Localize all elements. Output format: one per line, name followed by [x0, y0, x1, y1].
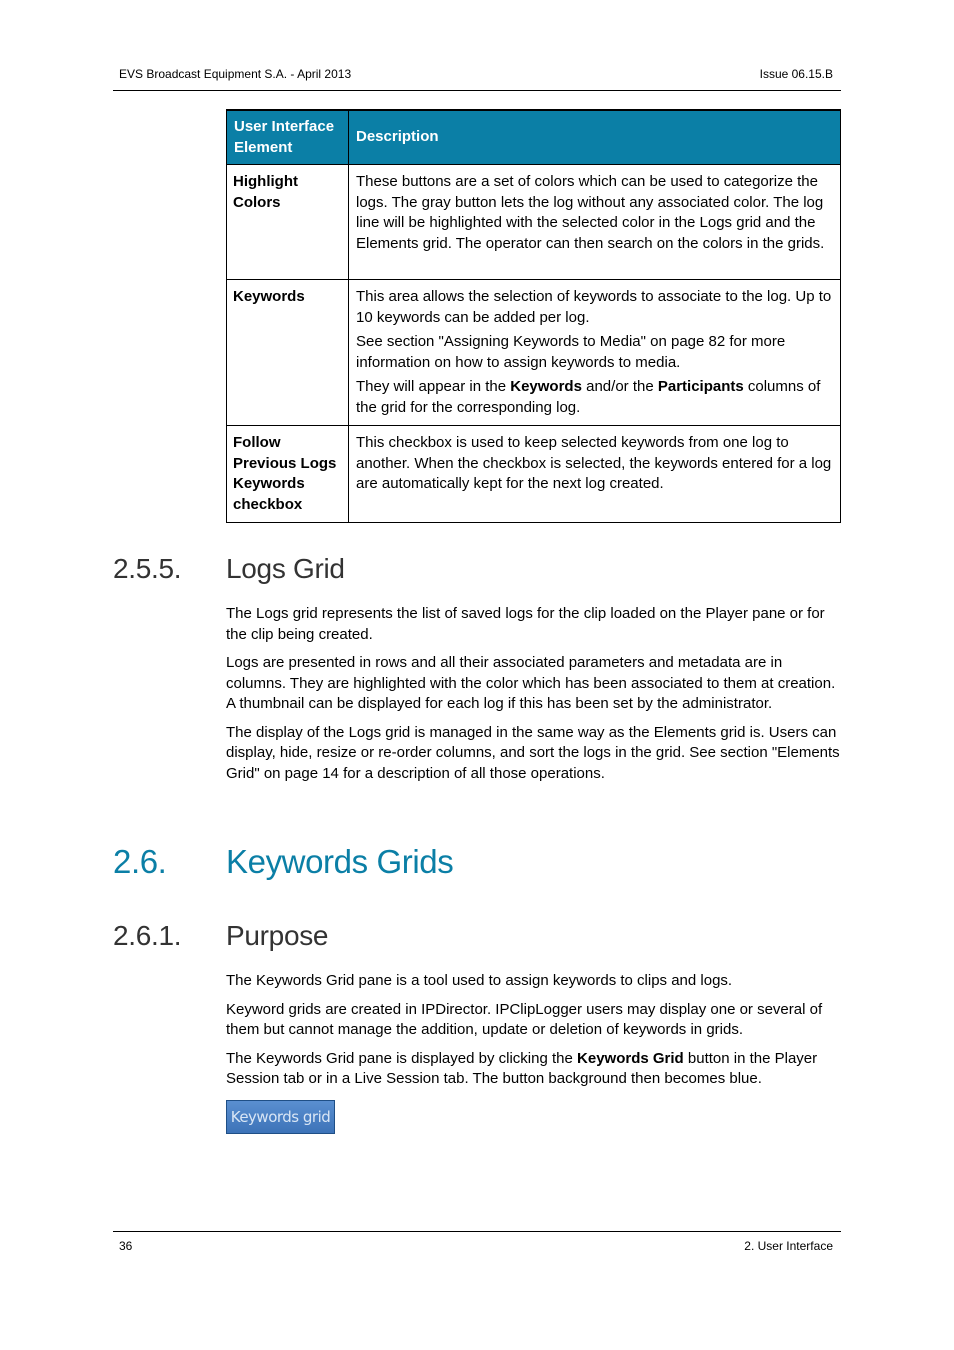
participants-term: Participants: [657, 378, 744, 395]
text-run: and/or the: [581, 378, 658, 395]
table-row: [227, 280, 841, 426]
text-run: The Keywords Grid pane is displayed by clicking the: [226, 1049, 578, 1067]
row-description: [349, 280, 841, 426]
description-paragraph: [356, 377, 833, 418]
header-publisher: EVS Broadcast Equipment S.A. - April 2013: [119, 67, 352, 81]
body-paragraph: The Logs grid represents the list of saved logs for the clip loaded on the Player pane or for the clip being created.: [226, 605, 825, 643]
body-paragraph: The display of the Logs grid is managed in the same way as the Elements grid is. Users can display, hide, resize or re-order columns, and sort the logs in the grid. See section "Elements Grid" on page 14 for a description of all those operations.: [226, 723, 840, 782]
footer-chapter: 2. User Interface: [744, 1239, 833, 1253]
section-title: Keywords Grids: [226, 843, 454, 880]
body-paragraph: [226, 1049, 841, 1090]
page-header: [113, 66, 841, 91]
page-footer: [113, 1231, 841, 1256]
body-paragraph: The Keywords Grid pane is a tool used to assign keywords to clips and logs.: [226, 972, 733, 989]
text-run: columns of the grid for the corresponding log.: [356, 378, 821, 416]
description-paragraph: See section "Assigning Keywords to Media" on page 82 for more information on how to assign keywords to media.: [356, 333, 786, 371]
header-issue: Issue 06.15.B: [759, 67, 833, 81]
description-paragraph: This checkbox is used to keep selected keywords from one log to another. When the checkbox is selected, the keywords entered for a log are automatically kept for the next log created.: [356, 434, 832, 492]
row-description: [349, 165, 841, 280]
keywords-term: Keywords: [510, 378, 582, 395]
table-header-row: [227, 110, 841, 165]
body-paragraph: Keyword grids are created in IPDirector. IPClipLogger users may display one or several of them but cannot manage the addition, update or deletion of keywords in grids.: [226, 1000, 823, 1038]
text-run: button in the Player Session tab or in a Live Session tab. The button background then becomes blue.: [226, 1049, 818, 1087]
description-paragraph: This area allows the selection of keywords to associate to the log. Up to 10 keywords can be added per log.: [356, 288, 832, 326]
keywords-grid-button[interactable]: Keywords grid: [226, 1100, 335, 1134]
table-row: [227, 165, 841, 280]
body-paragraph: Logs are presented in rows and all their associated parameters and metadata are in columns. They are highlighted with the color which has been associated to them at creation. A thumbnail can be displayed for each log if this has been set by the administrator.: [226, 654, 836, 712]
page-number: 36: [119, 1239, 133, 1253]
row-element-name: Highlight Colors: [227, 165, 349, 280]
row-description: [349, 426, 841, 523]
section-title: Logs Grid: [226, 553, 345, 584]
section-number: 2.5.5.: [113, 553, 182, 584]
table-row: [227, 426, 841, 523]
text-run: They will appear in the: [356, 378, 511, 395]
ui-elements-table: [226, 109, 841, 523]
column-header-element: User Interface Element: [227, 110, 349, 165]
row-element-name: Follow Previous Logs Keywords checkbox: [227, 426, 349, 523]
purpose-body: [226, 971, 841, 1098]
section-number: 2.6.1.: [113, 920, 182, 951]
keywords-grid-term: Keywords Grid: [577, 1049, 684, 1067]
row-element-name: Keywords: [227, 280, 349, 426]
column-header-description: Description: [349, 110, 841, 165]
section-title: Purpose: [226, 920, 329, 951]
description-paragraph: These buttons are a set of colors which can be used to categorize the logs. The gray button lets the log without any associated color. The log line will be highlighted with the selected color in the Logs grid and the Elements grid. The operator can then search on the colors in the grids.: [356, 173, 825, 252]
section-number: 2.6.: [113, 843, 167, 880]
logs-grid-body: [226, 604, 841, 792]
